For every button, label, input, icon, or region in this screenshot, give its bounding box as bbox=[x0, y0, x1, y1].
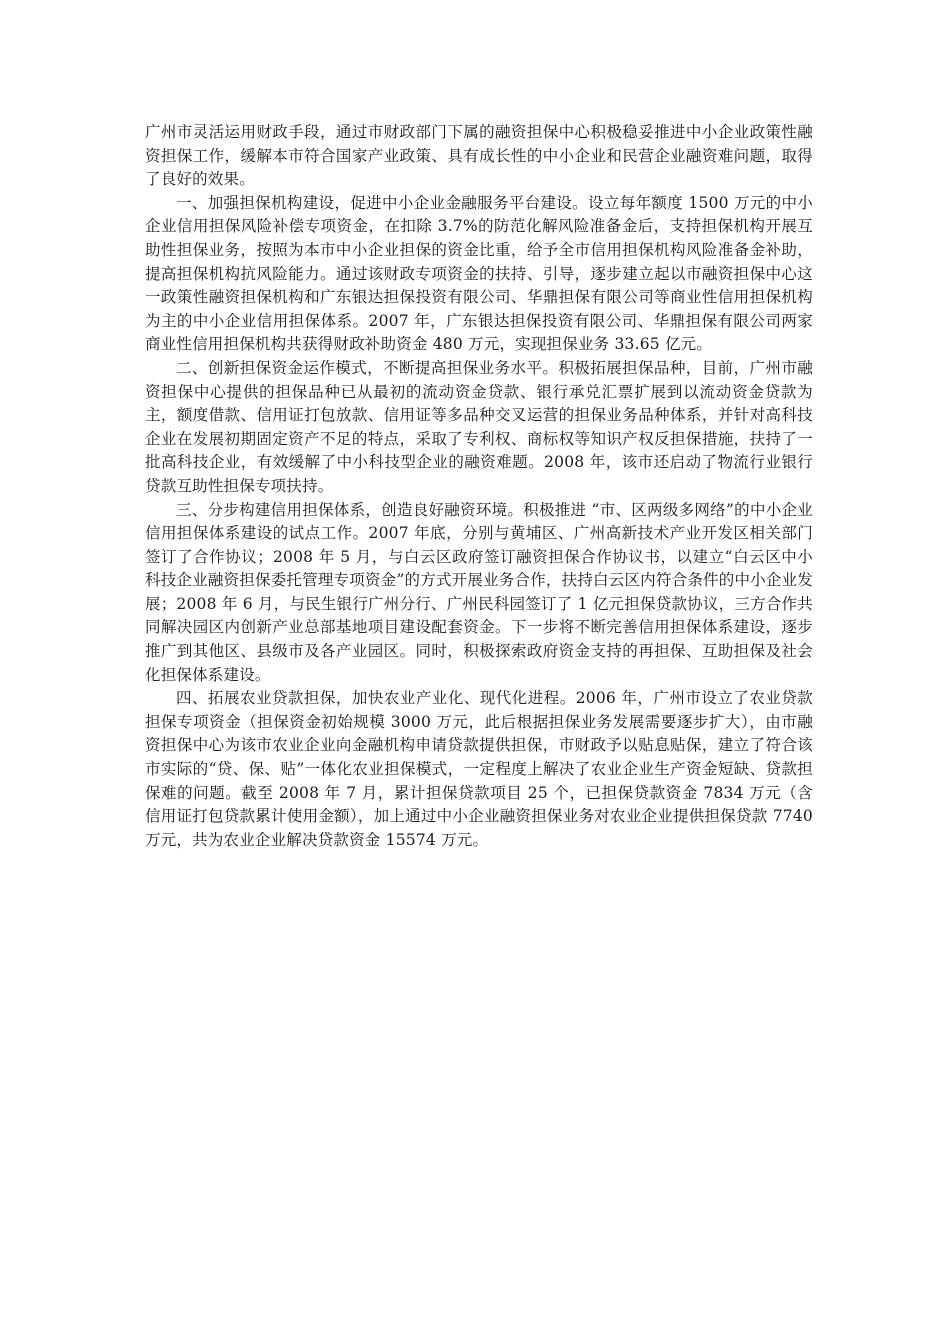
intro-paragraph: 广州市灵活运用财政手段，通过市财政部门下属的融资担保中心积极稳妥推进中小企业政策性融资担保工作，缓解本市符合国家产业政策、具有成长性的中小企业和民营企业融资难问题，取得了良好的效果。 bbox=[145, 123, 813, 189]
section-four-paragraph: 四、拓展农业贷款担保，加快农业产业化、现代化进程。2006 年，广州市设立了农业贷款担保专项资金（担保资金初始规模 3000 万元，此后根据担保业务发展需要逐步扩大），由市融资担保中心为该市农业企业向金融机构申请贷款提供担保，市财政予以贴息贴保，建立了符合该市实际的“贷、保、贴”一体化农业担保模式，一定程度上解决了农业企业生产资金短缺、贷款担保难的问题。截至 2008 年 7 月，累计担保贷款项目 25 个，已担保贷款资金 7834 万元（含信用证打包贷款累计使用金额），加上通过中小企业融资担保业务对农业企业提供担保贷款 7740 万元，共为农业企业解决贷款资金 15574 万元。 bbox=[145, 689, 813, 849]
section-two-paragraph: 二、创新担保资金运作模式，不断提高担保业务水平。积极拓展担保品种，目前，广州市融资担保中心提供的担保品种已从最初的流动资金贷款、银行承兑汇票扩展到以流动资金贷款为主，额度借款、信用证打包放款、信用证等多品种交叉运营的担保业务品种体系，并针对高科技企业在发展初期固定资产不足的特点，采取了专利权、商标权等知识产权反担保措施，扶持了一批高科技企业，有效缓解了中小科技型企业的融资难题。2008 年，该市还启动了物流行业银行贷款互助性担保专项扶持。 bbox=[145, 358, 813, 495]
section-one-paragraph: 一、加强担保机构建设，促进中小企业金融服务平台建设。设立每年额度 1500 万元的中小企业信用担保风险补偿专项资金，在扣除 3.7%的防范化解风险准备金后，支持担保机构开展互助性担保业务，按照为本市中小企业担保的资金比重，给予全市信用担保机构风险准备金补助，提高担保机构抗风险能力。通过该财政专项资金的扶持、引导，逐步建立起以市融资担保中心这一政策性融资担保机构和广东银达担保投资有限公司、华鼎担保有限公司等商业性信用担保机构为主的中小企业信用担保体系。2007 年，广东银达担保投资有限公司、华鼎担保有限公司两家商业性信用担保机构共获得财政补助资金 480 万元，实现担保业务 33.65 亿元。 bbox=[145, 193, 813, 354]
section-three-paragraph: 三、分步构建信用担保体系，创造良好融资环境。积极推进 “市、区两级多网络”的中小企业信用担保体系建设的试点工作。2007 年底，分别与黄埔区、广州高新技术产业开发区相关部门签订了合作协议；2008 年 5 月，与白云区政府签订融资担保合作协议书，以建立“白云区中小科技企业融资担保委托管理专项资金”的方式开展业务合作，扶持白云区内符合条件的中小企业发展；2008 年 6 月，与民生银行广州分行、广州民科园签订了 1 亿元担保贷款协议，三方合作共同解决园区内创新产业总部基地项目建设配套资金。下一步将不断完善信用担保体系建设，逐步推广到其他区、县级市及各产业园区。同时，积极探索政府资金支持的再担保、互助担保及社会化担保体系建设。 bbox=[145, 500, 813, 684]
document-page bbox=[145, 121, 813, 852]
